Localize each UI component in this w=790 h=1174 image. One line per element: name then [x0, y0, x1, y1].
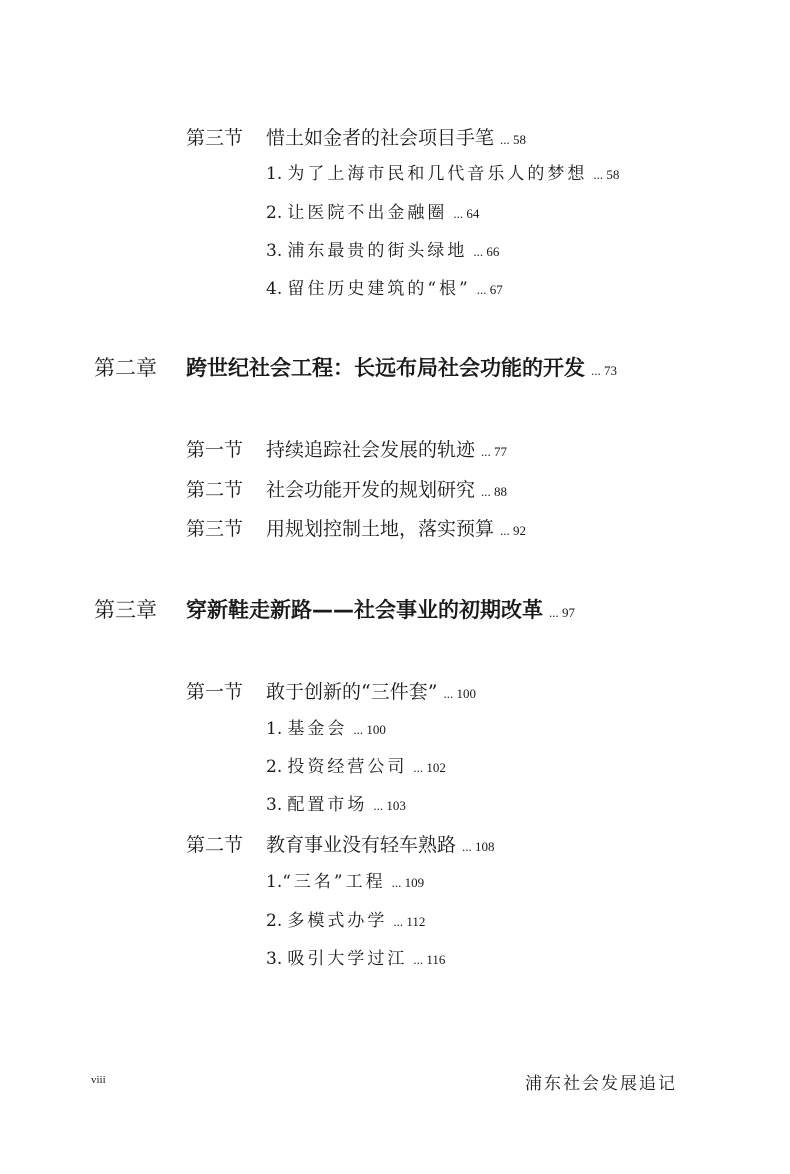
- item-title: 投资经营公司: [287, 757, 408, 777]
- toc-section: [186, 129, 526, 148]
- section-label: 第二节: [186, 479, 244, 501]
- chapter-label: 第二章: [94, 356, 157, 380]
- item-title: 多模式办学: [287, 911, 388, 931]
- item-title: 基金会: [287, 719, 348, 739]
- item-number: 1.: [266, 719, 283, 739]
- item-title: 让医院不出金融圈: [287, 203, 448, 223]
- section-title: 教育事业没有轻车熟路: [266, 834, 457, 856]
- section-label: 第一节: [186, 439, 244, 461]
- section-title: 社会功能开发的规划研究: [266, 479, 476, 501]
- page-number: ... 64: [453, 206, 480, 221]
- page-number: ... 67: [476, 282, 503, 297]
- page-number: ... 103: [373, 798, 406, 813]
- page-number: ... 112: [393, 914, 426, 929]
- toc-section: [186, 683, 476, 702]
- item-title: 吸引大学过江: [287, 949, 408, 969]
- section-title: 持续追踪社会发展的轨迹: [266, 439, 476, 461]
- page-number: ... 108: [462, 839, 495, 854]
- toc-item: [266, 281, 503, 298]
- footer-book-title: 浦东社会发展追记: [525, 1074, 677, 1094]
- page-number: ... 58: [500, 132, 527, 147]
- chapter-title: 穿新鞋走新路——社会事业的初期改革: [186, 598, 543, 622]
- page-number: ... 100: [443, 686, 476, 701]
- toc-item: [266, 797, 406, 814]
- toc-item: [266, 166, 619, 183]
- item-title: “三名”工程: [282, 872, 386, 892]
- item-number: 4.: [266, 279, 283, 299]
- toc-item: [266, 951, 445, 968]
- item-number: 3.: [266, 949, 283, 969]
- section-label: 第二节: [186, 834, 244, 856]
- toc-item: [266, 205, 479, 222]
- toc-section: [186, 836, 495, 855]
- toc-chapter: [94, 358, 617, 379]
- item-title: 配置市场: [287, 795, 368, 815]
- chapter-title: 跨世纪社会工程：长远布局社会功能的开发: [186, 356, 585, 380]
- toc-chapter: [94, 600, 575, 621]
- page-number: ... 102: [413, 760, 446, 775]
- toc-section: [186, 441, 507, 460]
- page-number: ... 88: [481, 484, 508, 499]
- section-title: 用规划控制土地，落实预算: [266, 518, 495, 540]
- section-label: 第三节: [186, 518, 244, 540]
- item-number: 3.: [266, 795, 283, 815]
- toc-section: [186, 481, 507, 500]
- toc-item: [266, 243, 499, 260]
- chapter-label: 第三章: [94, 598, 157, 622]
- item-number: 1.: [266, 872, 283, 892]
- footer-page-number: viii: [91, 1074, 106, 1086]
- item-number: 2.: [266, 911, 283, 931]
- page-number: ... 109: [391, 875, 425, 890]
- page-number: ... 77: [481, 444, 508, 459]
- page-number: ... 97: [549, 605, 575, 620]
- page-number: ... 116: [413, 952, 446, 967]
- page-number: ... 92: [500, 523, 527, 538]
- page-number: ... 58: [593, 167, 620, 182]
- toc-section: [186, 520, 526, 539]
- section-label: 第一节: [186, 681, 244, 703]
- toc-item: [266, 913, 425, 930]
- section-title: 敢于创新的“三件套”: [266, 681, 438, 703]
- toc-item: [266, 721, 386, 738]
- section-title: 惜土如金者的社会项目手笔: [266, 127, 495, 149]
- section-label: 第三节: [186, 127, 244, 149]
- item-title: 留住历史建筑的“根”: [287, 279, 471, 299]
- page-number: ... 66: [473, 244, 500, 259]
- item-number: 3.: [266, 241, 283, 261]
- item-title: 浦东最贵的街头绿地: [287, 241, 468, 261]
- page-number: ... 73: [591, 363, 617, 378]
- item-title: 为了上海市民和几代音乐人的梦想: [287, 164, 588, 184]
- item-number: 2.: [266, 203, 283, 223]
- toc-item: [266, 874, 424, 891]
- toc-item: [266, 759, 446, 776]
- page-number: ... 100: [353, 722, 386, 737]
- item-number: 1.: [266, 164, 283, 184]
- item-number: 2.: [266, 757, 283, 777]
